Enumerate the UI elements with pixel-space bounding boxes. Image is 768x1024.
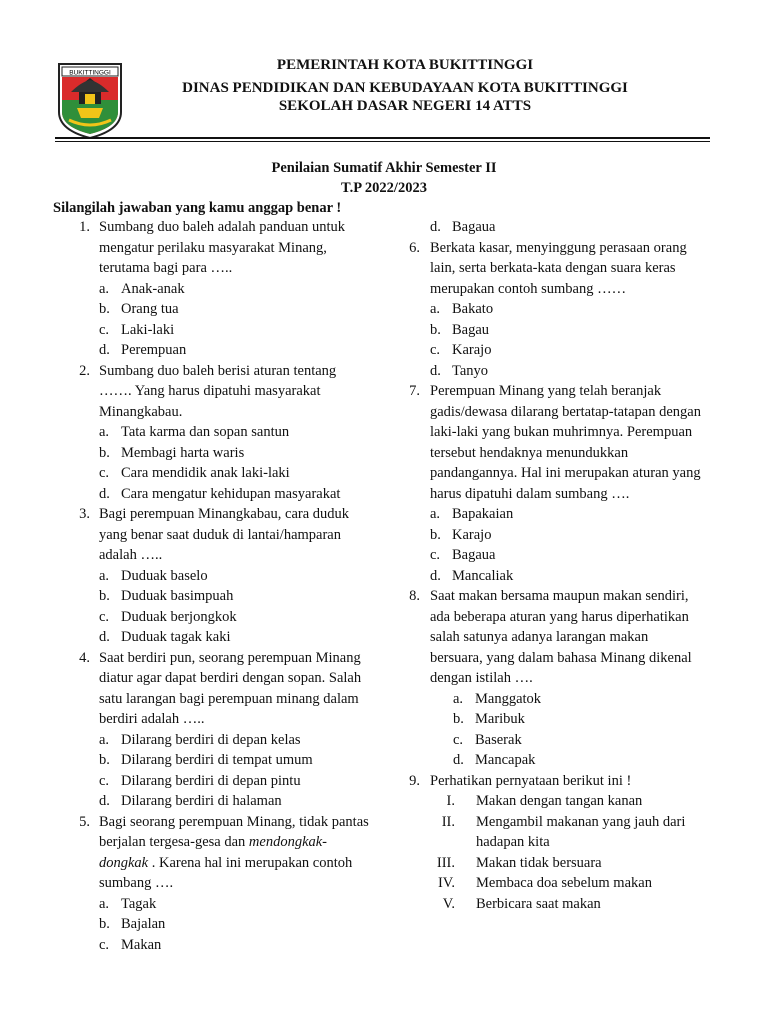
question-number: 2. bbox=[79, 362, 90, 379]
option-label: b. bbox=[99, 301, 110, 317]
option-label: a. bbox=[453, 690, 464, 707]
option-label: b. bbox=[430, 321, 441, 338]
question-text: dengan istilah …. bbox=[430, 670, 533, 686]
question-text: lain, serta berkata-kata dengan suara keras bbox=[430, 260, 676, 276]
option-label: c. bbox=[430, 547, 441, 563]
option-text: Makan bbox=[121, 936, 162, 953]
option-text: Orang tua bbox=[121, 301, 179, 317]
question-text: ……. Yang harus dipatuhi masyarakat bbox=[99, 383, 321, 399]
question-text: Sumbang duo baleh adalah panduan untuk bbox=[99, 219, 346, 235]
option-label: c. bbox=[99, 936, 110, 953]
option-label: b. bbox=[99, 444, 110, 461]
option-label: c. bbox=[99, 465, 110, 481]
header-school: SEKOLAH DASAR NEGERI 14 ATTS bbox=[278, 98, 532, 114]
option-label: a. bbox=[99, 424, 110, 440]
question-text: berdiri adalah ….. bbox=[99, 711, 205, 727]
question-text: Bagi seorang perempuan Minang, tidak pantas bbox=[99, 813, 369, 830]
option-text: Bakato bbox=[452, 301, 494, 317]
exam-title: Penilaian Sumatif Akhir Semester II bbox=[271, 160, 497, 176]
option-label: d. bbox=[99, 485, 110, 502]
header-divider-thin bbox=[55, 141, 710, 142]
question-text: laki-laki yang bukan muhrimnya. Perempuan bbox=[430, 424, 693, 440]
option-label: d. bbox=[430, 567, 441, 584]
option-label: c. bbox=[99, 321, 110, 338]
question-text: Berkata kasar, menyinggung perasaan orang bbox=[430, 239, 687, 256]
option-label: a. bbox=[99, 280, 110, 297]
option-label: a. bbox=[430, 301, 441, 317]
option-text: Duduak basimpuah bbox=[121, 588, 234, 604]
option-text: Makan dengan tangan kanan bbox=[476, 793, 643, 809]
question-text: satu larangan bagi perempuan minang dalam bbox=[99, 690, 359, 707]
question-text: Sumbang duo baleh berisi aturan tentang bbox=[99, 362, 337, 379]
option-text: Dilarang berdiri di halaman bbox=[121, 793, 282, 809]
question-text: Minangkabau. bbox=[99, 403, 183, 420]
question-text: harus dipatuhi dalam sumbang …. bbox=[430, 485, 630, 502]
option-label: c. bbox=[99, 772, 110, 789]
option-text: Cara mengatur kehidupan masyarakat bbox=[121, 485, 341, 502]
question-text: terutama bagi para ….. bbox=[99, 260, 233, 276]
option-text: Bapakaian bbox=[452, 506, 514, 522]
option-text: Tata karma dan sopan santun bbox=[121, 424, 290, 440]
option-label: d. bbox=[99, 629, 110, 645]
option-text: Mengambil makanan yang jauh dari bbox=[476, 813, 686, 830]
option-text: Bajalan bbox=[121, 916, 166, 932]
question-text: Perhatikan pernyataan berikut ini ! bbox=[430, 772, 632, 789]
option-label: b. bbox=[99, 916, 110, 932]
option-label: a. bbox=[99, 731, 110, 748]
question-number: 3. bbox=[79, 506, 90, 522]
question-text: ada beberapa aturan yang harus diperhatikan bbox=[430, 608, 689, 625]
header-government: PEMERINTAH KOTA BUKITTINGGI bbox=[276, 57, 534, 73]
option-text: Duduak tagak kaki bbox=[121, 629, 231, 645]
option-label: c. bbox=[453, 731, 464, 748]
option-label: III. bbox=[436, 854, 455, 871]
option-label: d. bbox=[430, 362, 441, 379]
question-number: 4. bbox=[79, 649, 90, 666]
question-text: sumbang …. bbox=[99, 875, 174, 891]
option-label: b. bbox=[99, 588, 110, 604]
option-label: d. bbox=[99, 793, 110, 809]
option-label: I. bbox=[446, 793, 455, 809]
option-text: Perempuan bbox=[121, 342, 187, 358]
question-text: mengatur perilaku masyarakat Minang, bbox=[99, 239, 327, 256]
option-text: Berbicara saat makan bbox=[476, 895, 601, 912]
question-text: bersuara, yang dalam bahasa Minang dikenal bbox=[430, 649, 692, 666]
option-text: Dilarang berdiri di depan pintu bbox=[121, 772, 301, 789]
question-text: Bagi perempuan Minangkabau, cara duduk bbox=[99, 506, 350, 522]
option-label: IV. bbox=[437, 875, 455, 891]
question-text: yang benar saat duduk di lantai/hamparan bbox=[99, 526, 341, 543]
question-text: dongkak . Karena hal ini merupakan contoh bbox=[99, 854, 353, 871]
option-text: Manggatok bbox=[475, 690, 542, 707]
option-text: Mancapak bbox=[475, 752, 536, 768]
option-text: Baserak bbox=[475, 731, 522, 748]
option-label: a. bbox=[99, 567, 110, 584]
option-label: b. bbox=[453, 711, 464, 727]
option-text: Bagaua bbox=[452, 219, 496, 235]
question-text: berjalan tergesa-gesa dan mendongkak- bbox=[99, 834, 328, 850]
option-label: d. bbox=[453, 752, 464, 768]
option-label: d. bbox=[99, 342, 110, 358]
question-text: salah satunya adanya larangan makan bbox=[430, 629, 649, 645]
svg-text:BUKITTINGGI: BUKITTINGGI bbox=[69, 69, 111, 77]
question-number: 8. bbox=[409, 588, 420, 604]
exam-year: T.P 2022/2023 bbox=[341, 180, 427, 196]
option-text: Duduak baselo bbox=[121, 567, 208, 584]
option-text: Dilarang berdiri di tempat umum bbox=[121, 752, 313, 768]
question-text: diatur agar dapat berdiri dengan sopan. Salah bbox=[99, 670, 362, 686]
question-text: merupakan contoh sumbang …… bbox=[430, 280, 627, 297]
option-text: Karajo bbox=[452, 526, 492, 543]
question-number: 9. bbox=[409, 772, 420, 789]
option-text: Maribuk bbox=[475, 711, 525, 727]
city-emblem-logo bbox=[55, 60, 125, 140]
option-label: c. bbox=[99, 608, 110, 625]
question-text: gadis/dewasa dilarang bertatap-tatapan dengan bbox=[430, 403, 701, 420]
question-text: Saat berdiri pun, seorang perempuan Minang bbox=[99, 649, 361, 666]
question-number: 7. bbox=[409, 383, 420, 399]
header-divider-thick bbox=[55, 137, 710, 139]
option-label: b. bbox=[99, 752, 110, 768]
option-label: II. bbox=[441, 813, 455, 830]
option-text: Cara mendidik anak laki-laki bbox=[121, 465, 290, 481]
question-text: tersebut hendaknya menundukkan bbox=[430, 444, 629, 461]
question-text: pandangannya. Hal ini merupakan aturan yang bbox=[430, 465, 701, 481]
question-text: Perempuan Minang yang telah beranjak bbox=[430, 383, 662, 399]
option-text: Membagi harta waris bbox=[121, 444, 245, 461]
question-text: adalah ….. bbox=[99, 547, 163, 563]
option-label: a. bbox=[430, 506, 441, 522]
option-text: Tanyo bbox=[452, 362, 489, 379]
option-text: Dilarang berdiri di depan kelas bbox=[121, 731, 301, 748]
option-text: Laki-laki bbox=[121, 321, 175, 338]
option-label: a. bbox=[99, 895, 110, 912]
option-text: Makan tidak bersuara bbox=[476, 854, 602, 871]
option-text: Tagak bbox=[121, 895, 157, 912]
exam-instruction: Silangilah jawaban yang kamu anggap benar ! bbox=[53, 200, 342, 216]
option-label: V. bbox=[442, 895, 455, 912]
option-text: Mancaliak bbox=[452, 567, 514, 584]
question-number: 6. bbox=[409, 239, 420, 256]
option-text: Anak-anak bbox=[121, 280, 185, 297]
option-label: c. bbox=[430, 342, 441, 358]
question-number: 1. bbox=[79, 219, 90, 235]
header-department: DINAS PENDIDIKAN DAN KEBUDAYAAN KOTA BUKITTINGGI bbox=[182, 80, 628, 96]
option-label: d. bbox=[430, 219, 441, 235]
option-label: b. bbox=[430, 526, 441, 543]
question-text: Saat makan bersama maupun makan sendiri, bbox=[430, 588, 689, 604]
question-number: 5. bbox=[79, 813, 90, 830]
option-text: Duduak berjongkok bbox=[121, 608, 237, 625]
option-text: Bagau bbox=[452, 321, 490, 338]
option-text: Karajo bbox=[452, 342, 492, 358]
option-text: Bagaua bbox=[452, 547, 496, 563]
option-text: Membaca doa sebelum makan bbox=[476, 875, 652, 891]
option-text: hadapan kita bbox=[476, 834, 550, 850]
